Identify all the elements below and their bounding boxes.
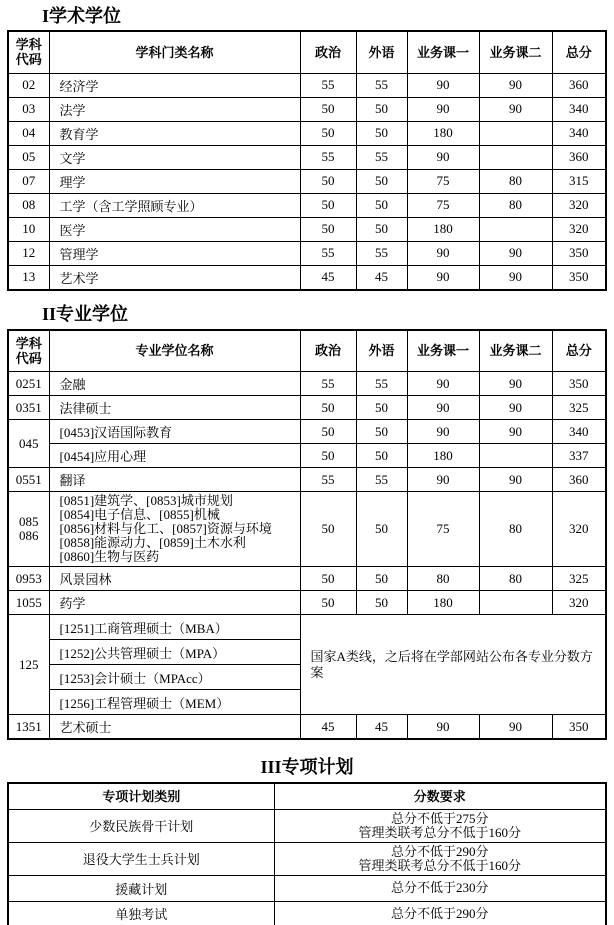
col-header-subject-name: 学科门类名称 xyxy=(49,31,300,73)
subject-code-cell: 1055 xyxy=(8,591,49,615)
table-row xyxy=(8,420,606,444)
total-score-cell: 325 xyxy=(552,396,606,420)
col-header-politics: 政治 xyxy=(300,330,356,372)
table-row xyxy=(8,591,606,615)
academic-header-row xyxy=(8,31,606,73)
score-requirement-cell xyxy=(274,901,606,925)
course2-score-cell: 90 xyxy=(479,420,552,444)
table-row xyxy=(8,265,606,290)
score-requirement-cell xyxy=(274,809,606,842)
total-score-cell: 340 xyxy=(552,121,606,145)
subject-code-cell: 0953 xyxy=(8,567,49,591)
degree-name-cell: 法律硕士 xyxy=(49,396,300,420)
foreign-score-cell: 50 xyxy=(356,567,407,591)
subject-name-cell: 管理学 xyxy=(49,241,300,265)
col-header-degree-name: 专业学位名称 xyxy=(49,330,300,372)
degree-name-cell: 药学 xyxy=(49,591,300,615)
course2-score-cell: 90 xyxy=(479,468,552,492)
subject-name-cell: 医学 xyxy=(49,217,300,241)
table-row xyxy=(8,567,606,591)
course2-score-cell: 90 xyxy=(479,73,552,97)
subject-code-cell xyxy=(8,492,49,567)
course2-score-cell: 80 xyxy=(479,492,552,567)
course1-score-cell: 90 xyxy=(407,372,479,396)
subject-name-cell: 理学 xyxy=(49,169,300,193)
table-row xyxy=(8,901,606,925)
politics-score-cell: 50 xyxy=(300,193,356,217)
subject-name-cell: 文学 xyxy=(49,145,300,169)
professional-section-title: II专业学位 xyxy=(42,303,129,324)
course2-score-cell: 90 xyxy=(479,715,552,740)
table-row xyxy=(8,842,606,875)
subject-name-cell: 艺术学 xyxy=(49,265,300,290)
table-row xyxy=(8,875,606,901)
foreign-score-cell: 55 xyxy=(356,241,407,265)
special-plan-table xyxy=(7,782,607,925)
politics-score-cell: 50 xyxy=(300,217,356,241)
subject-code-cell: 0551 xyxy=(8,468,49,492)
score-requirement-cell xyxy=(274,875,606,901)
politics-score-cell: 55 xyxy=(300,468,356,492)
academic-section-title: I学术学位 xyxy=(42,6,122,26)
course1-score-cell: 90 xyxy=(407,715,479,740)
course1-score-cell: 90 xyxy=(407,241,479,265)
total-score-cell: 320 xyxy=(552,591,606,615)
academic-degree-table xyxy=(7,30,607,291)
total-score-cell: 350 xyxy=(552,241,606,265)
subject-code-cell: 08 xyxy=(8,193,49,217)
total-score-cell: 360 xyxy=(552,145,606,169)
degree-name-line: [0858]能源动力、[0859]土木水利 xyxy=(59,535,246,550)
subject-code-cell: 0351 xyxy=(8,396,49,420)
politics-score-cell: 50 xyxy=(300,396,356,420)
subject-code-cell: 045 xyxy=(8,420,49,468)
subject-code-cell: 10 xyxy=(8,217,49,241)
degree-name-cell: [1253]会计硕士（MPAcc） xyxy=(49,665,300,690)
course1-score-cell: 90 xyxy=(407,468,479,492)
course2-score-cell: 80 xyxy=(479,169,552,193)
degree-name-cell: [0453]汉语国际教育 xyxy=(49,420,300,444)
degree-name-line: [0851]建筑学、[0853]城市规划 xyxy=(59,493,233,508)
professional-degree-table xyxy=(7,329,607,741)
table-row xyxy=(8,444,606,468)
table-row xyxy=(8,615,606,640)
politics-score-cell: 55 xyxy=(300,241,356,265)
foreign-score-cell: 50 xyxy=(356,193,407,217)
col-header-subject-code: 学科代码 xyxy=(8,330,49,372)
subject-code-cell: 05 xyxy=(8,145,49,169)
requirement-line: 总分不低于230分 xyxy=(390,880,489,895)
total-score-cell: 320 xyxy=(552,217,606,241)
course1-score-cell: 80 xyxy=(407,567,479,591)
politics-score-cell: 55 xyxy=(300,73,356,97)
table-row xyxy=(8,809,606,842)
table-row xyxy=(8,145,606,169)
plan-category-cell: 少数民族骨干计划 xyxy=(8,809,274,842)
politics-score-cell: 45 xyxy=(300,265,356,290)
subject-code-cell: 0251 xyxy=(8,372,49,396)
col-header-politics: 政治 xyxy=(300,31,356,73)
course1-score-cell: 90 xyxy=(407,97,479,121)
table-row xyxy=(8,241,606,265)
course2-score-cell xyxy=(479,444,552,468)
total-score-cell: 350 xyxy=(552,715,606,740)
subject-code-cell: 07 xyxy=(8,169,49,193)
foreign-score-cell: 55 xyxy=(356,372,407,396)
course2-score-cell xyxy=(479,591,552,615)
col-header-course1: 业务课一 xyxy=(407,330,479,372)
degree-name-cell: 风景园林 xyxy=(49,567,300,591)
col-header-foreign-language: 外语 xyxy=(356,31,407,73)
course1-score-cell: 90 xyxy=(407,265,479,290)
subject-name-cell: 工学（含工学照顾专业） xyxy=(49,193,300,217)
table-row xyxy=(8,396,606,420)
foreign-score-cell: 50 xyxy=(356,217,407,241)
degree-name-cell: [1251]工商管理硕士（MBA） xyxy=(49,615,300,640)
code-line: 086 xyxy=(19,528,39,543)
course1-score-cell: 75 xyxy=(407,492,479,567)
subject-code-cell: 03 xyxy=(8,97,49,121)
col-header-subject-code: 学科代码 xyxy=(8,31,49,73)
col-header-course1: 业务课一 xyxy=(407,31,479,73)
total-score-cell: 360 xyxy=(552,468,606,492)
col-header-score-requirement: 分数要求 xyxy=(274,783,606,809)
col-header-plan-category: 专项计划类别 xyxy=(8,783,274,809)
total-score-cell: 320 xyxy=(552,193,606,217)
politics-score-cell: 50 xyxy=(300,591,356,615)
course2-score-cell xyxy=(479,145,552,169)
subject-code-cell: 12 xyxy=(8,241,49,265)
subject-name-cell: 法学 xyxy=(49,97,300,121)
politics-score-cell: 50 xyxy=(300,444,356,468)
foreign-score-cell: 45 xyxy=(356,265,407,290)
total-score-cell: 337 xyxy=(552,444,606,468)
foreign-score-cell: 50 xyxy=(356,591,407,615)
subject-code-cell: 04 xyxy=(8,121,49,145)
foreign-score-cell: 50 xyxy=(356,396,407,420)
degree-name-cell xyxy=(49,492,300,567)
col-header-course2: 业务课二 xyxy=(479,330,552,372)
politics-score-cell: 50 xyxy=(300,420,356,444)
subject-code-cell: 13 xyxy=(8,265,49,290)
course1-score-cell: 90 xyxy=(407,396,479,420)
national-line-note-cell: 国家A类线，之后将在学部网站公布各专业分数方案 xyxy=(300,615,606,715)
total-score-cell: 350 xyxy=(552,265,606,290)
politics-score-cell: 50 xyxy=(300,169,356,193)
table-row xyxy=(8,217,606,241)
course2-score-cell: 90 xyxy=(479,396,552,420)
table-row xyxy=(8,372,606,396)
course1-score-cell: 90 xyxy=(407,420,479,444)
total-score-cell: 360 xyxy=(552,73,606,97)
requirement-line: 总分不低于290分 xyxy=(390,905,489,921)
special-plan-section-title: III专项计划 xyxy=(260,757,354,777)
politics-score-cell: 45 xyxy=(300,715,356,740)
requirement-line: 管理类联考总分不低于160分 xyxy=(358,857,521,873)
table-row xyxy=(8,468,606,492)
degree-name-cell: 翻译 xyxy=(49,468,300,492)
foreign-score-cell: 45 xyxy=(356,715,407,740)
course1-score-cell: 75 xyxy=(407,193,479,217)
course2-score-cell xyxy=(479,121,552,145)
special-plan-header-row xyxy=(8,783,606,809)
page xyxy=(0,6,614,925)
course1-score-cell: 180 xyxy=(407,444,479,468)
total-score-cell: 340 xyxy=(552,97,606,121)
foreign-score-cell: 55 xyxy=(356,145,407,169)
degree-name-cell: [1252]公共管理硕士（MPA） xyxy=(49,640,300,665)
course1-score-cell: 180 xyxy=(407,121,479,145)
plan-category-cell: 单独考试 xyxy=(8,901,274,925)
course2-score-cell: 90 xyxy=(479,241,552,265)
foreign-score-cell: 50 xyxy=(356,121,407,145)
total-score-cell: 315 xyxy=(552,169,606,193)
col-header-total-score: 总分 xyxy=(552,330,606,372)
foreign-score-cell: 50 xyxy=(356,97,407,121)
foreign-score-cell: 50 xyxy=(356,169,407,193)
subject-code-cell: 1351 xyxy=(8,715,49,740)
politics-score-cell: 55 xyxy=(300,372,356,396)
requirement-line: 管理类联考总分不低于160分 xyxy=(358,824,521,840)
degree-name-line: [0854]电子信息、[0855]机械 xyxy=(59,507,220,522)
score-requirement-cell xyxy=(274,842,606,875)
requirement-line: 总分不低于290分 xyxy=(390,843,489,859)
plan-category-cell: 退役大学生士兵计划 xyxy=(8,842,274,875)
col-header-foreign-language: 外语 xyxy=(356,330,407,372)
subject-code-cell: 125 xyxy=(8,615,49,715)
politics-score-cell: 50 xyxy=(300,492,356,567)
subject-name-cell: 教育学 xyxy=(49,121,300,145)
degree-name-cell: [1256]工程管理硕士（MEM） xyxy=(49,690,300,715)
politics-score-cell: 55 xyxy=(300,145,356,169)
requirement-line: 总分不低于275分 xyxy=(390,810,489,826)
table-row xyxy=(8,193,606,217)
degree-name-cell: [0454]应用心理 xyxy=(49,444,300,468)
course1-score-cell: 75 xyxy=(407,169,479,193)
total-score-cell: 340 xyxy=(552,420,606,444)
course2-score-cell: 90 xyxy=(479,372,552,396)
plan-category-cell: 援藏计划 xyxy=(8,875,274,901)
table-row xyxy=(8,492,606,567)
politics-score-cell: 50 xyxy=(300,567,356,591)
course2-score-cell: 90 xyxy=(479,97,552,121)
politics-score-cell: 50 xyxy=(300,121,356,145)
col-header-course2: 业务课二 xyxy=(479,31,552,73)
total-score-cell: 350 xyxy=(552,372,606,396)
foreign-score-cell: 55 xyxy=(356,468,407,492)
foreign-score-cell: 50 xyxy=(356,492,407,567)
course1-score-cell: 90 xyxy=(407,73,479,97)
course2-score-cell: 90 xyxy=(479,265,552,290)
professional-header-row xyxy=(8,330,606,372)
table-row xyxy=(8,97,606,121)
degree-name-line: [0856]材料与化工、[0857]资源与环境 xyxy=(59,521,272,536)
course2-score-cell: 80 xyxy=(479,193,552,217)
degree-name-cell: 艺术硕士 xyxy=(49,715,300,740)
course1-score-cell: 90 xyxy=(407,145,479,169)
degree-name-cell: 金融 xyxy=(49,372,300,396)
table-row xyxy=(8,715,606,740)
table-row xyxy=(8,73,606,97)
foreign-score-cell: 55 xyxy=(356,73,407,97)
foreign-score-cell: 50 xyxy=(356,420,407,444)
degree-name-line: [0860]生物与医药 xyxy=(59,549,160,564)
course2-score-cell xyxy=(479,217,552,241)
code-line: 085 xyxy=(19,514,39,529)
table-row xyxy=(8,121,606,145)
course1-score-cell: 180 xyxy=(407,591,479,615)
col-header-total-score: 总分 xyxy=(552,31,606,73)
table-row xyxy=(8,169,606,193)
subject-code-cell: 02 xyxy=(8,73,49,97)
course1-score-cell: 180 xyxy=(407,217,479,241)
course2-score-cell: 80 xyxy=(479,567,552,591)
subject-name-cell: 经济学 xyxy=(49,73,300,97)
total-score-cell: 320 xyxy=(552,492,606,567)
politics-score-cell: 50 xyxy=(300,97,356,121)
foreign-score-cell: 50 xyxy=(356,444,407,468)
total-score-cell: 325 xyxy=(552,567,606,591)
